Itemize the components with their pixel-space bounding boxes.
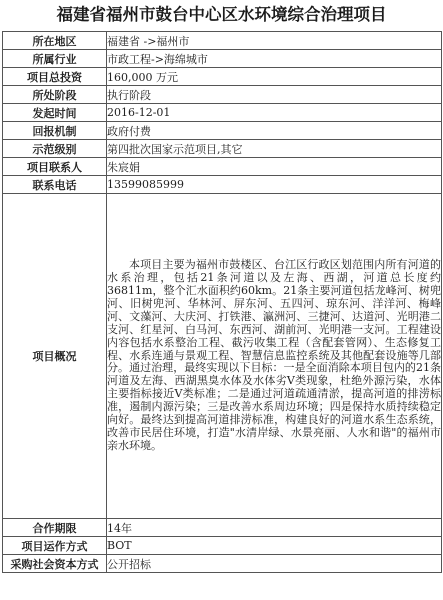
field-label-stage: 所处阶段 bbox=[3, 86, 107, 104]
field-value-demo-level: 第四批次国家示范项目,其它 bbox=[107, 140, 442, 158]
table-row bbox=[3, 140, 442, 158]
field-label-overview: 项目概况 bbox=[3, 194, 107, 519]
field-value-return-mechanism: 政府付费 bbox=[107, 122, 442, 140]
field-value-cooperation-term: 14年 bbox=[107, 519, 442, 537]
field-label-phone: 联系电话 bbox=[3, 176, 107, 194]
page-title: 福建省福州市鼓台中心区水环境综合治理项目 bbox=[56, 5, 387, 24]
field-label-procurement-method: 采购社会资本方式 bbox=[3, 555, 107, 573]
table-row bbox=[3, 519, 442, 537]
table-row bbox=[3, 32, 442, 50]
table-row bbox=[3, 555, 442, 573]
field-value-launch-date: 2016-12-01 bbox=[107, 104, 442, 122]
table-row bbox=[3, 158, 442, 176]
field-value-industry: 市政工程->海绵城市 bbox=[107, 50, 442, 68]
field-label-demo-level: 示范级别 bbox=[3, 140, 107, 158]
table-row bbox=[3, 176, 442, 194]
field-label-industry: 所属行业 bbox=[3, 50, 107, 68]
field-label-operation-mode: 项目运作方式 bbox=[3, 537, 107, 555]
table-row bbox=[3, 104, 442, 122]
table-row bbox=[3, 122, 442, 140]
table-row bbox=[3, 50, 442, 68]
field-value-region: 福建省 ->福州市 bbox=[107, 32, 442, 50]
field-value-procurement-method: 公开招标 bbox=[107, 555, 442, 573]
field-value-overview bbox=[107, 194, 442, 519]
table-row bbox=[3, 68, 442, 86]
field-value-operation-mode: BOT bbox=[107, 537, 442, 555]
field-label-launch-date: 发起时间 bbox=[3, 104, 107, 122]
field-value-phone: 13599085999 bbox=[107, 176, 442, 194]
field-label-return-mechanism: 回报机制 bbox=[3, 122, 107, 140]
table-row-overview bbox=[3, 194, 442, 519]
overview-text: 本项目主要为福州市鼓楼区、台江区行政区划范围内所有河道的水系治理，包括21条河道以及左海、西湖，河道总长度约36811m，整个汇水面积约60km。21条主要河道包括龙峰河、树兜河、旧树兜河、华林河、屏东河、五四河、琼东河、洋洋河、梅峰河、文藻河、大庆河、打铁港、瀛洲河、三捷河、达道河、光明港二支河、红星河、白马河、东西河、湖前河、光明港一支河。工程建设内容包括水系整治工程、截污收集工程（含配套管网）、生态修复工程、水系连通与景观工程、智慧信息监控系统及其他配套设施等几部分。通过治理，最终实现以下目标：一是全面消除本项目包内的21条河道及左海、西湖黑臭水体及水体劣V类现象，杜绝外源污染，水体主要指标接近V类标准；二是通过河道疏通清淤，提高河道的排涝标准，遏制内源污染；三是改善水系周边环境；四是保持水质持续稳定向好。最终达到提高河道排涝标准，构建良好的河道水系生态系统，改善市民居住环境，打造"水清岸绿、水景亮丽、人水和谐"的福州市亲水环境。 bbox=[107, 258, 441, 452]
table-row bbox=[3, 537, 442, 555]
field-value-total-investment: 160,000 万元 bbox=[107, 68, 442, 86]
field-label-total-investment: 项目总投资 bbox=[3, 68, 107, 86]
field-label-region: 所在地区 bbox=[3, 32, 107, 50]
field-value-contact-person: 朱宸娟 bbox=[107, 158, 442, 176]
table-row bbox=[3, 86, 442, 104]
field-value-stage: 执行阶段 bbox=[107, 86, 442, 104]
project-info-table bbox=[2, 31, 442, 573]
field-label-contact-person: 项目联系人 bbox=[3, 158, 107, 176]
field-label-cooperation-term: 合作期限 bbox=[3, 519, 107, 537]
